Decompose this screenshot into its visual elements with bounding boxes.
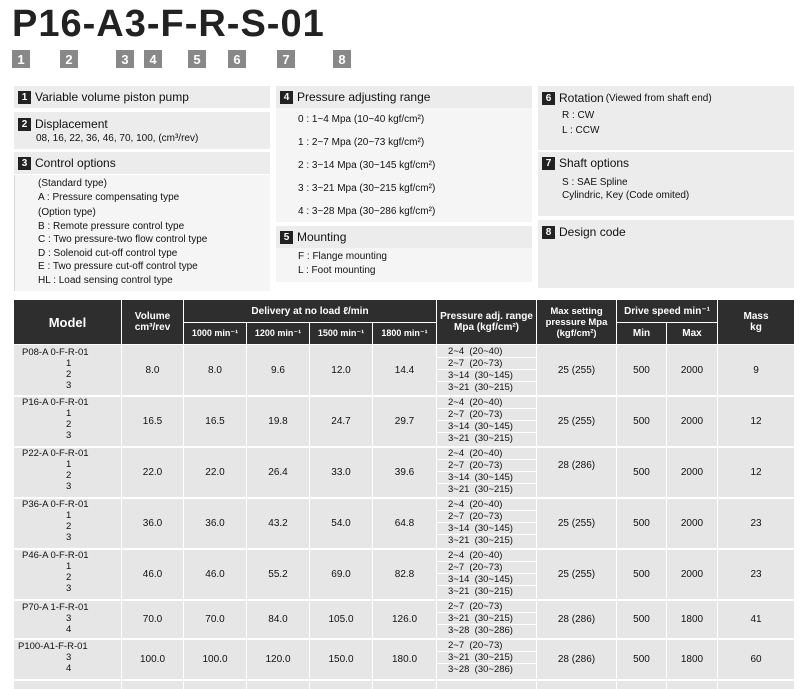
min-cell: 500 (633, 613, 650, 625)
header-pressure: Pressure adj. range Mpa (kgf/cm²) (437, 300, 536, 344)
delivery-cell: 33.0 (331, 466, 351, 478)
delivery-cell: 36.0 (205, 517, 225, 529)
pressure-subdivider (437, 573, 536, 574)
max-cell: 2000 (680, 415, 704, 427)
pressure-subdivider (437, 585, 536, 586)
section-6-header (542, 88, 712, 108)
model-code: 2 (66, 572, 72, 583)
min-cell: 500 (633, 517, 650, 529)
control-option-line: (Option type) (38, 207, 96, 218)
delivery-cell: 100.0 (202, 653, 228, 665)
delivery-cell: 105.0 (328, 613, 354, 625)
pressure-range-cell: 3~14 (30~145) (448, 574, 513, 585)
delivery-cell: 82.8 (394, 568, 415, 580)
delivery-cell: 70.0 (205, 613, 225, 625)
section-number: 6 (542, 92, 555, 105)
maxset-cell: 25 (255) (557, 517, 596, 529)
section-number: 7 (542, 157, 555, 170)
pressure-range-line: 1 : 2~7 Mpa (20~73 kgf/cm²) (298, 137, 425, 148)
code-number-5: 5 (188, 50, 206, 68)
header-volume: Volume cm³/rev (122, 300, 183, 344)
header-d1800: 1800 min⁻¹ (373, 323, 436, 344)
section-6-subtitle: (Viewed from shaft end) (605, 92, 712, 104)
model-code: 4 (66, 624, 72, 635)
section-1-header (18, 87, 189, 107)
section-8-header (542, 222, 626, 242)
max-cell: 1800 (680, 653, 704, 665)
pressure-subdivider (437, 471, 536, 472)
volume-cell: 8.0 (145, 364, 160, 376)
pressure-range-cell: 2~4 (20~40) (448, 397, 503, 408)
rotation-line: R : CW (562, 110, 595, 121)
pressure-range-cell: 2~4 (20~40) (448, 346, 503, 357)
page-title: P16-A3-F-R-S-01 (12, 3, 325, 45)
delivery-cell: 43.2 (268, 517, 288, 529)
section-8-title: Design code (559, 225, 626, 239)
pressure-range-cell: 3~14 (30~145) (448, 472, 513, 483)
section-4-title: Pressure adjusting range (297, 90, 431, 104)
pressure-range-line: 2 : 3~14 Mpa (30~145 kgf/cm²) (298, 160, 436, 171)
volume-cell: 36.0 (142, 517, 163, 529)
maxset-cell: 25 (255) (557, 568, 596, 580)
row-divider (14, 395, 794, 397)
pressure-subdivider (437, 357, 536, 358)
row-divider (14, 497, 794, 499)
model-code: 1 (66, 459, 72, 470)
code-number-7: 7 (277, 50, 295, 68)
delivery-cell: 22.0 (205, 466, 225, 478)
maxset-cell: 25 (255) (557, 415, 596, 427)
header-maxset: Max setting pressure Mpa (kgf/cm²) (537, 300, 616, 344)
pressure-subdivider (437, 651, 536, 652)
header-model: Model (14, 300, 121, 344)
delivery-cell: 150.0 (328, 653, 354, 665)
model-code: 1 (66, 561, 72, 572)
model-code: P100-A1-F-R-01 (18, 641, 88, 652)
pressure-subdivider (437, 612, 536, 613)
model-code: 4 (66, 663, 72, 674)
shaft-option-line: S : SAE Spline (562, 177, 628, 188)
pressure-range-cell: 3~21 (30~215) (448, 652, 513, 663)
pressure-subdivider (437, 432, 536, 433)
model-code: P70-A 1-F-R-01 (22, 602, 89, 613)
pressure-range-cell: 2~4 (20~40) (448, 499, 503, 510)
mass-cell: 41 (750, 613, 762, 625)
control-option-line: (Standard type) (38, 178, 107, 189)
delivery-cell: 16.5 (205, 415, 225, 427)
pressure-subdivider (437, 459, 536, 460)
model-code: 3 (66, 380, 72, 391)
volume-cell: 70.0 (142, 613, 163, 625)
pressure-range-cell: 3~28 (30~286) (448, 625, 513, 636)
mass-cell: 12 (750, 466, 762, 478)
section-number: 3 (18, 157, 31, 170)
pressure-range-cell: 2~7 (20~73) (448, 640, 503, 651)
section-4-header (280, 87, 430, 107)
pressure-range-cell: 3~14 (30~145) (448, 421, 513, 432)
delivery-cell: 64.8 (394, 517, 415, 529)
section-number: 1 (18, 91, 31, 104)
pressure-range-line: 4 : 3~28 Mpa (30~286 kgf/cm²) (298, 206, 436, 217)
model-code: P16-A 0-F-R-01 (22, 397, 89, 408)
model-code: 3 (66, 430, 72, 441)
mass-cell: 12 (750, 415, 762, 427)
code-number-2: 2 (60, 50, 78, 68)
code-number-6: 6 (228, 50, 246, 68)
control-option-line: E : Two pressure cut-off control type (38, 261, 198, 272)
pressure-range-cell: 3~21 (30~215) (448, 535, 513, 546)
row-divider (14, 638, 794, 640)
delivery-cell: 84.0 (268, 613, 288, 625)
shaft-option-line: Cylindric, Key (Code omited) (562, 190, 690, 201)
pressure-subdivider (437, 663, 536, 664)
maxset-cell: 28 (286) (557, 653, 596, 665)
pressure-subdivider (437, 408, 536, 409)
volume-cell: 22.0 (142, 466, 163, 478)
pressure-range-cell: 2~7 (20~73) (448, 562, 503, 573)
header-d1000: 1000 min⁻¹ (184, 323, 246, 344)
pressure-range-cell: 2~7 (20~73) (448, 409, 503, 420)
model-code: 2 (66, 470, 72, 481)
model-code: 3 (66, 583, 72, 594)
section-3-header (18, 153, 116, 173)
max-cell: 2000 (680, 517, 704, 529)
section-2-header (18, 114, 108, 134)
delivery-cell: 55.2 (268, 568, 288, 580)
model-code: 1 (66, 408, 72, 419)
pressure-subdivider (437, 369, 536, 370)
pressure-range-cell: 2~4 (20~40) (448, 550, 503, 561)
pressure-range-cell: 2~7 (20~73) (448, 601, 503, 612)
displacement-values: 08, 16, 22, 36, 46, 70, 100, (cm³/rev) (36, 133, 199, 144)
delivery-cell: 69.0 (331, 568, 351, 580)
volume-cell: 46.0 (142, 568, 163, 580)
max-cell: 1800 (680, 613, 704, 625)
model-code: P22-A 0-F-R-01 (22, 448, 89, 459)
model-code: P46-A 0-F-R-01 (22, 550, 89, 561)
pressure-range-cell: 3~14 (30~145) (448, 523, 513, 534)
section-2-title: Displacement (35, 117, 108, 131)
control-option-line: B : Remote pressure control type (38, 220, 185, 232)
mass-cell: 60 (750, 653, 762, 665)
row-divider (14, 548, 794, 550)
max-cell: 2000 (680, 364, 704, 376)
pressure-range-cell: 3~21 (30~215) (448, 382, 513, 393)
code-number-8: 8 (333, 50, 351, 68)
header-d1500: 1500 min⁻¹ (310, 323, 372, 344)
pressure-range-cell: 2~7 (20~73) (448, 511, 503, 522)
pressure-range-cell: 3~21 (30~215) (448, 613, 513, 624)
section-6-title: Rotation (559, 91, 604, 105)
header-d1200: 1200 min⁻¹ (247, 323, 309, 344)
delivery-cell: 14.4 (394, 364, 415, 376)
delivery-cell: 24.7 (331, 415, 351, 427)
section-7-header (542, 153, 629, 173)
max-cell: 2000 (680, 568, 704, 580)
section-3-title: Control options (35, 156, 116, 170)
max-cell: 2000 (680, 466, 704, 478)
delivery-cell: 180.0 (391, 653, 418, 665)
pressure-range-cell: 3~21 (30~215) (448, 586, 513, 597)
delivery-cell: 9.6 (271, 364, 285, 376)
model-code: 1 (66, 510, 72, 521)
pressure-subdivider (437, 483, 536, 484)
pressure-subdivider (437, 561, 536, 562)
model-code: 2 (66, 419, 72, 430)
pressure-subdivider (437, 624, 536, 625)
mass-cell: 9 (753, 364, 759, 376)
control-option-line: C : Two pressure-two flow control type (38, 234, 208, 245)
delivery-cell: 46.0 (205, 568, 225, 580)
mass-cell: 23 (750, 517, 762, 529)
pressure-subdivider (437, 534, 536, 535)
delivery-cell: 12.0 (331, 364, 351, 376)
mounting-line: L : Foot mounting (298, 265, 376, 276)
model-code: 3 (66, 613, 72, 624)
control-option-line: A : Pressure compensating type (38, 191, 180, 203)
section-5-header (280, 227, 346, 247)
section-number: 4 (280, 91, 293, 104)
section-number: 5 (280, 231, 293, 244)
code-number-1: 1 (12, 50, 30, 68)
maxset-cell: 28 (286) (557, 613, 596, 625)
control-option-line: D : Solenoid cut-off control type (38, 247, 178, 259)
min-cell: 500 (633, 653, 650, 665)
row-divider (14, 446, 794, 448)
model-code: 2 (66, 521, 72, 532)
pressure-range-line: 0 : 1~4 Mpa (10~40 kgf/cm²) (298, 114, 425, 125)
volume-cell: 16.5 (142, 415, 163, 427)
control-option-line: HL : Load sensing control type (38, 274, 173, 286)
pressure-subdivider (437, 510, 536, 511)
code-number-3: 3 (116, 50, 134, 68)
model-code: 3 (66, 532, 72, 543)
pressure-range-cell: 2~7 (20~73) (448, 358, 503, 369)
pressure-range-cell: 3~14 (30~145) (448, 370, 513, 381)
header-mass: Mass kg (718, 300, 794, 344)
model-code: P08-A 0-F-R-01 (22, 347, 89, 358)
pressure-range-cell: 2~7 (20~73) (448, 460, 503, 471)
delivery-cell: 54.0 (331, 517, 351, 529)
row-divider (14, 599, 794, 601)
pressure-range-cell: 3~21 (30~215) (448, 484, 513, 495)
delivery-cell: 26.4 (268, 466, 288, 478)
model-code: 3 (66, 652, 72, 663)
maxset-cell: 25 (255) (557, 364, 596, 376)
model-code: P36-A 0-F-R-01 (22, 499, 89, 510)
section-number: 2 (18, 118, 31, 131)
model-code: 1 (66, 358, 72, 369)
pressure-range-cell: 2~4 (20~40) (448, 448, 503, 459)
min-cell: 500 (633, 568, 650, 580)
rotation-line: L : CCW (562, 125, 600, 136)
pressure-range-cell: 3~21 (30~215) (448, 433, 513, 444)
section-1-title: Variable volume piston pump (35, 90, 189, 104)
mass-cell: 23 (750, 568, 762, 580)
min-cell: 500 (633, 466, 650, 478)
model-code: 2 (66, 369, 72, 380)
mounting-line: F : Flange mounting (298, 251, 387, 262)
header-min: Min (617, 323, 666, 344)
section-7-title: Shaft options (559, 156, 630, 170)
maxset-cell: 28 (286) (557, 459, 596, 471)
pressure-subdivider (437, 381, 536, 382)
header-max: Max (667, 323, 717, 344)
pressure-subdivider (437, 420, 536, 421)
delivery-cell: 29.7 (394, 415, 415, 427)
volume-cell: 100.0 (139, 653, 166, 665)
pressure-subdivider (437, 522, 536, 523)
delivery-cell: 126.0 (391, 613, 418, 625)
section-number: 8 (542, 226, 555, 239)
pressure-range-line: 3 : 3~21 Mpa (30~215 kgf/cm²) (298, 183, 436, 194)
code-number-4: 4 (144, 50, 162, 68)
min-cell: 500 (633, 415, 650, 427)
model-code: 3 (66, 481, 72, 492)
delivery-cell: 120.0 (265, 653, 291, 665)
header-drive: Drive speed min⁻¹ (617, 300, 717, 322)
section-5-title: Mounting (297, 230, 347, 244)
pressure-range-cell: 3~28 (30~286) (448, 664, 513, 675)
min-cell: 500 (633, 364, 650, 376)
delivery-cell: 39.6 (394, 466, 415, 478)
delivery-cell: 19.8 (268, 415, 288, 427)
header-delivery: Delivery at no load ℓ/min (184, 300, 436, 322)
row-divider (14, 679, 794, 681)
delivery-cell: 8.0 (208, 364, 222, 376)
